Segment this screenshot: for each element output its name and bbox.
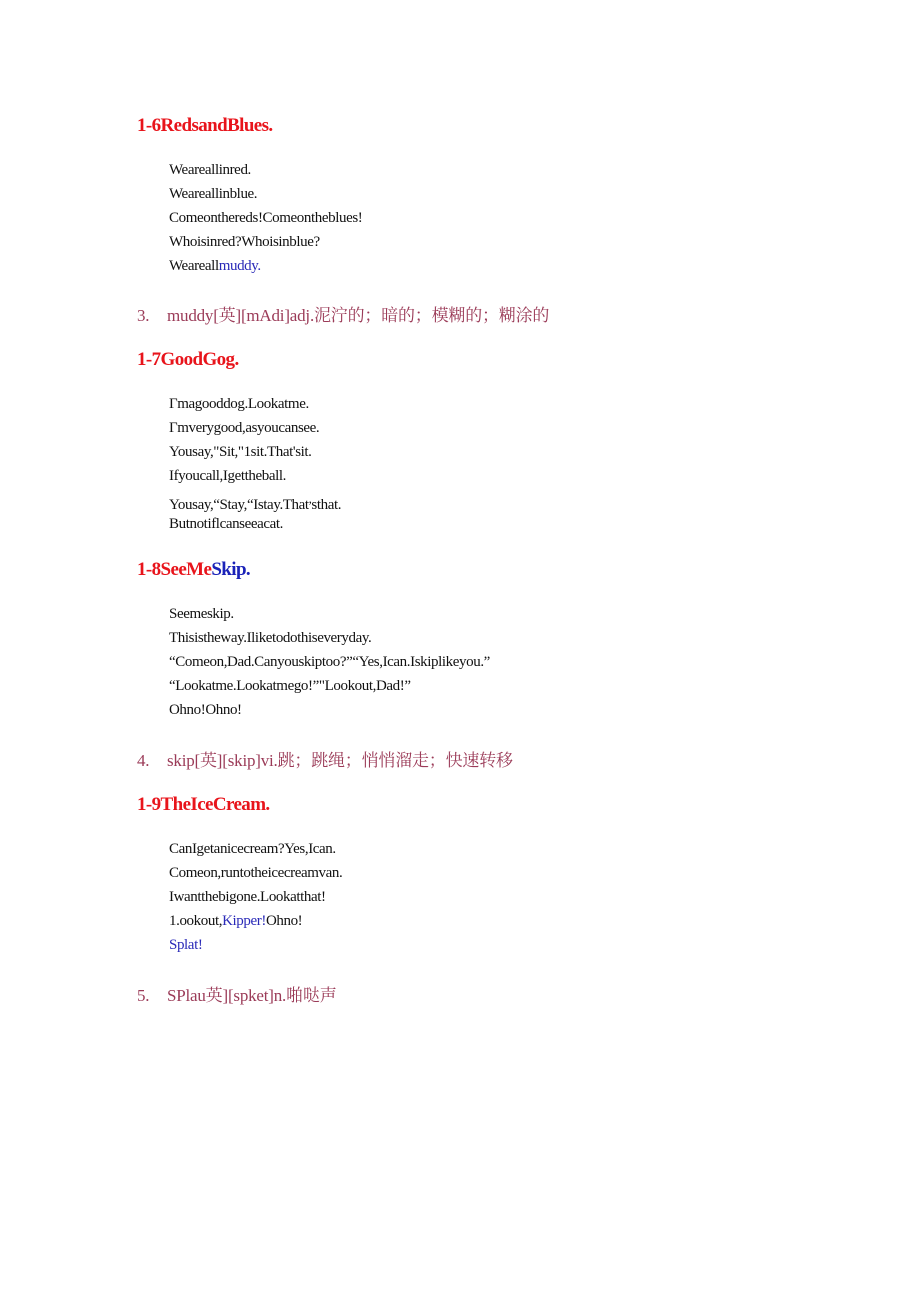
text-segment: Ohno! (265, 913, 303, 929)
text-line: CanIgetanicecream?Yes,Ican. (169, 841, 336, 857)
section-title: 1-6RedsandBlues. (137, 115, 273, 136)
title-highlight: Skip. (211, 559, 251, 580)
text-line: Whoisinred?Whoisinblue? (169, 234, 320, 250)
vocab-text: skip[英][skip]vi.跳；跳绳；悄悄溜走；快速转移 (167, 751, 513, 770)
text-line: Γmagooddog.Lookatme. (169, 396, 309, 412)
section-title: 1-7GoodGog. (137, 349, 239, 370)
text-line: Iwantthebigone.Lookatthat! (169, 889, 326, 905)
text-line: Yousay,"Sit,"1sit.That'sit. (169, 444, 312, 460)
vocab-number: 5. (137, 986, 150, 1005)
text-line: “Comeon,Dad.Canyouskiptoo?”“Yes,Ican.Iskiplikeyou.” (169, 654, 490, 670)
vocab-entry (137, 981, 337, 1006)
text-line: Seemeskip. (169, 606, 234, 622)
vocab-entry (137, 746, 513, 771)
text-line: Butnotiflcanseeacat. (169, 516, 284, 532)
text-line: Thisistheway.Iliketodothiseveryday. (169, 630, 372, 646)
text-line: Γmverygood,asyoucansee. (169, 420, 320, 436)
text-line: Comeonthereds!Comeontheblues! (169, 210, 363, 226)
text-line: Ifyoucall,Igettheball. (169, 468, 286, 484)
text-segment: Weareall (169, 258, 219, 274)
text-line: Yousay,“Stay,“Istay.That,sthat. (169, 492, 342, 513)
text-line (169, 913, 302, 930)
section-title: 1-9TheIceCream. (137, 794, 270, 815)
vocab-number: 4. (137, 751, 150, 770)
title-segment: 1-8SeeMe (137, 559, 212, 580)
text-line: Ohno!Ohno! (169, 702, 242, 718)
text-line: Splat! (169, 937, 203, 953)
text-line (169, 258, 261, 275)
text-line: Weareallinred. (169, 162, 251, 178)
text-line: Weareallinblue. (169, 186, 258, 202)
text-line: Comeon,runtotheicecreamvan. (169, 865, 343, 881)
vocab-number: 3. (137, 306, 150, 325)
text-line: “Lookatme.Lookatmego!”"Lookout,Dad!” (169, 678, 411, 694)
highlighted-word: Kipper! (222, 913, 266, 929)
vocab-entry (137, 301, 549, 326)
vocab-text: SPlau英][spket]n.啪哒声 (167, 986, 337, 1005)
section-title (137, 559, 250, 581)
text-segment: 1.ookout, (169, 913, 223, 929)
vocab-text: muddy[英][mAdi]adj.泥泞的；暗的；模糊的；糊涂的 (167, 306, 550, 325)
highlighted-word: muddy. (218, 258, 261, 274)
